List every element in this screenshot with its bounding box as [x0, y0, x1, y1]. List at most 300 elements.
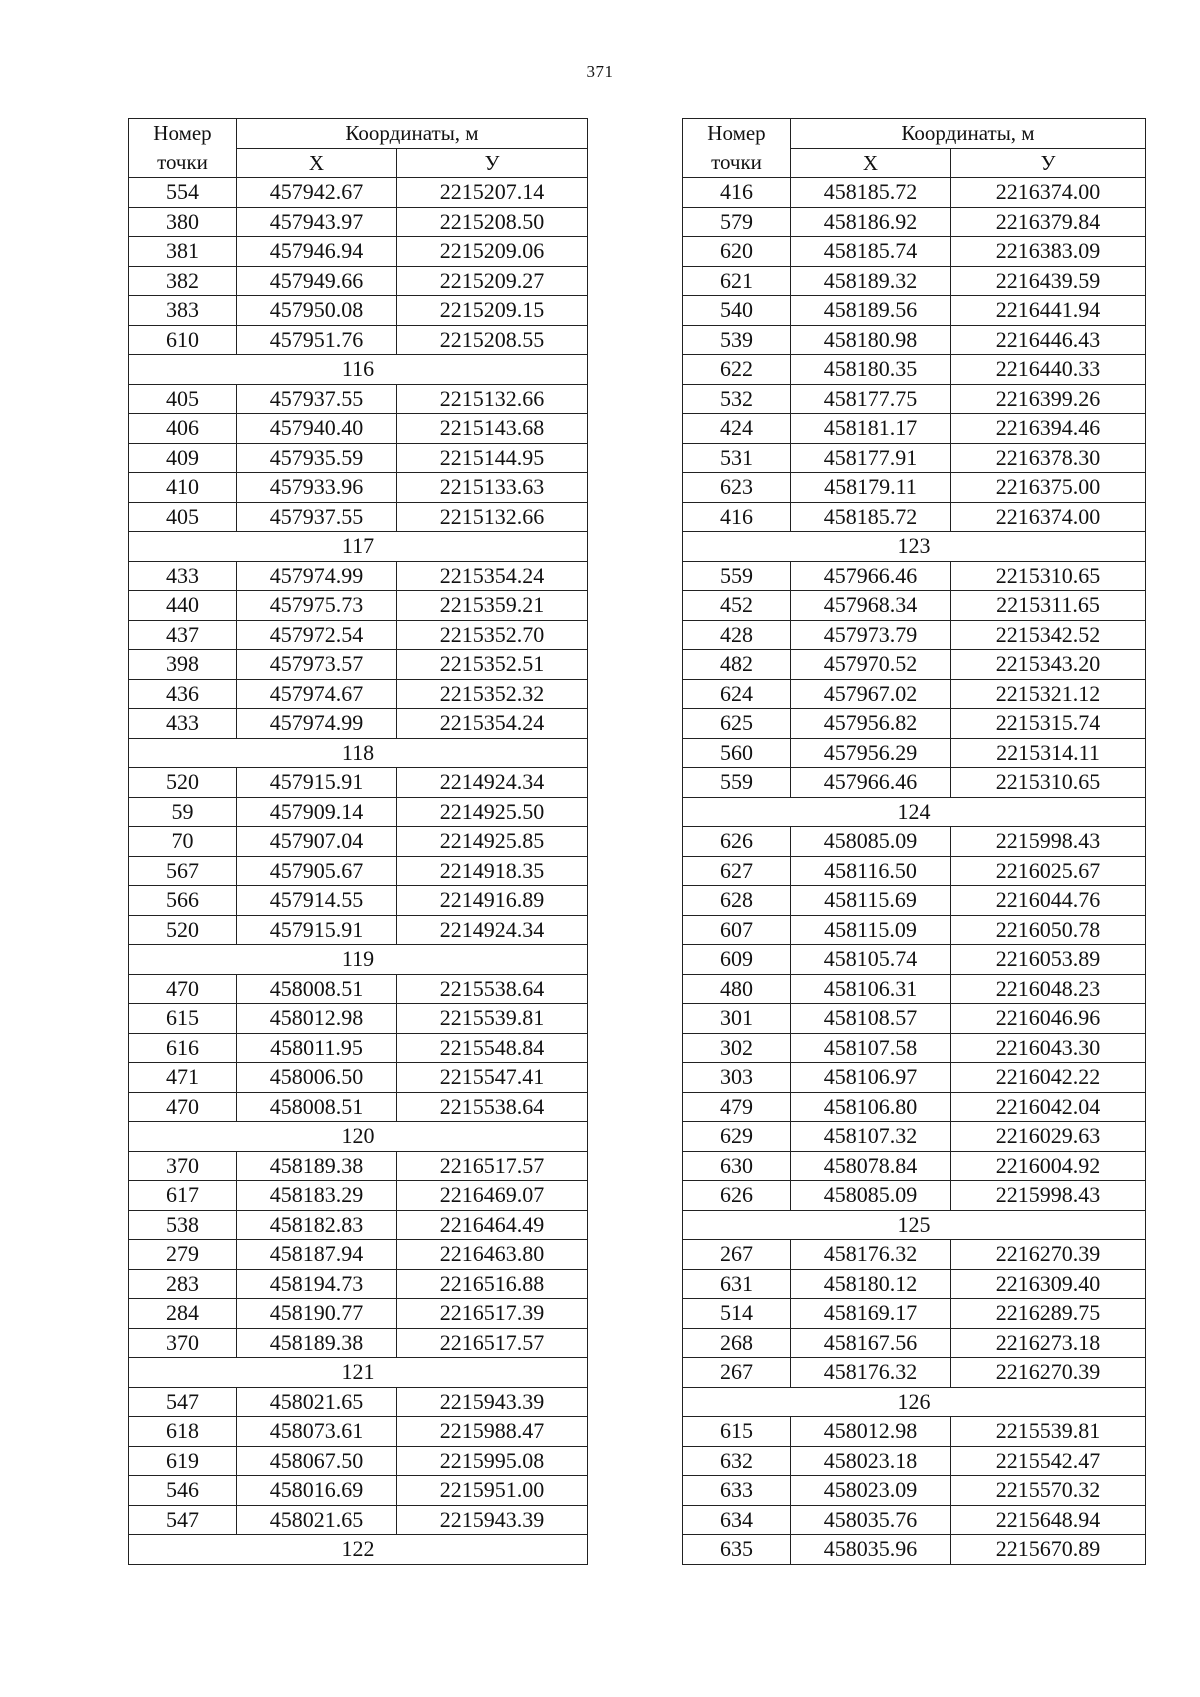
point-number-cell: 619: [129, 1446, 237, 1476]
table-row: [129, 1387, 588, 1417]
x-coordinate-cell: 458011.95: [237, 1033, 397, 1063]
table-row: [683, 384, 1146, 414]
table-row: [683, 266, 1146, 296]
x-coordinate-cell: 457943.97: [237, 207, 397, 237]
table-row: [129, 1328, 588, 1358]
section-row: [129, 1535, 588, 1565]
x-coordinate-cell: 457966.46: [791, 768, 951, 798]
table-row: [683, 827, 1146, 857]
point-number-cell: 546: [129, 1476, 237, 1506]
point-number-cell: 560: [683, 738, 791, 768]
table-row: [129, 473, 588, 503]
point-number-cell: 380: [129, 207, 237, 237]
table-row: [683, 1181, 1146, 1211]
x-coordinate-cell: 458180.12: [791, 1269, 951, 1299]
y-coordinate-cell: 2216042.04: [951, 1092, 1146, 1122]
y-coordinate-cell: 2215315.74: [951, 709, 1146, 739]
point-number-cell: 433: [129, 561, 237, 591]
y-coordinate-cell: 2215310.65: [951, 561, 1146, 591]
y-coordinate-cell: 2216374.00: [951, 502, 1146, 532]
section-number: 119: [129, 945, 588, 975]
section-row: [129, 738, 588, 768]
y-coordinate-cell: 2216379.84: [951, 207, 1146, 237]
y-coordinate-cell: 2216309.40: [951, 1269, 1146, 1299]
table-row: [683, 1092, 1146, 1122]
table-row: [129, 650, 588, 680]
table-row: [129, 856, 588, 886]
coordinates-header: Координаты, м: [237, 119, 588, 149]
y-coordinate-cell: 2215354.24: [397, 561, 588, 591]
x-coordinate-cell: 458182.83: [237, 1210, 397, 1240]
x-coordinate-cell: 457975.73: [237, 591, 397, 621]
point-number-cell: 383: [129, 296, 237, 326]
table-body: [683, 178, 1146, 1565]
x-coordinate-cell: 457940.40: [237, 414, 397, 444]
section-number: 125: [683, 1210, 1146, 1240]
section-row: [129, 945, 588, 975]
point-number-cell: 428: [683, 620, 791, 650]
point-number-cell: 629: [683, 1122, 791, 1152]
point-number-cell: 416: [683, 502, 791, 532]
point-number-cell: 630: [683, 1151, 791, 1181]
point-number-cell: 618: [129, 1417, 237, 1447]
x-coordinate-cell: 458179.11: [791, 473, 951, 503]
y-column-header: У: [397, 148, 588, 178]
point-number-cell: 440: [129, 591, 237, 621]
table-row: [683, 1269, 1146, 1299]
x-coordinate-cell: 458078.84: [791, 1151, 951, 1181]
point-number-cell: 615: [129, 1004, 237, 1034]
x-coordinate-cell: 458012.98: [791, 1417, 951, 1447]
y-coordinate-cell: 2215143.68: [397, 414, 588, 444]
point-number-cell: 381: [129, 237, 237, 267]
point-number-cell: 633: [683, 1476, 791, 1506]
x-coordinate-cell: 457967.02: [791, 679, 951, 709]
table-row: [683, 207, 1146, 237]
x-coordinate-cell: 458035.76: [791, 1505, 951, 1535]
x-coordinate-cell: 458189.56: [791, 296, 951, 326]
y-coordinate-cell: 2216044.76: [951, 886, 1146, 916]
y-coordinate-cell: 2215542.47: [951, 1446, 1146, 1476]
point-number-cell: 531: [683, 443, 791, 473]
x-coordinate-cell: 458176.32: [791, 1240, 951, 1270]
x-coordinate-cell: 458023.18: [791, 1446, 951, 1476]
x-coordinate-cell: 457937.55: [237, 384, 397, 414]
table-row: [129, 709, 588, 739]
table-row: [683, 473, 1146, 503]
table-row: [129, 1417, 588, 1447]
y-coordinate-cell: 2216375.00: [951, 473, 1146, 503]
x-coordinate-cell: 458183.29: [237, 1181, 397, 1211]
table-row: [683, 1417, 1146, 1447]
table-row: [683, 414, 1146, 444]
y-coordinate-cell: 2214924.34: [397, 768, 588, 798]
y-coordinate-cell: 2216517.57: [397, 1328, 588, 1358]
x-coordinate-cell: 458012.98: [237, 1004, 397, 1034]
point-number-cell: 538: [129, 1210, 237, 1240]
table-row: [683, 325, 1146, 355]
table-row: [683, 502, 1146, 532]
point-number-cell: 635: [683, 1535, 791, 1565]
section-number: 124: [683, 797, 1146, 827]
point-number-cell: 627: [683, 856, 791, 886]
y-coordinate-cell: 2215570.32: [951, 1476, 1146, 1506]
point-number-cell: 482: [683, 650, 791, 680]
point-number-cell: 470: [129, 1092, 237, 1122]
x-coordinate-cell: 458180.35: [791, 355, 951, 385]
y-coordinate-cell: 2214918.35: [397, 856, 588, 886]
x-coordinate-cell: 457937.55: [237, 502, 397, 532]
section-row: [683, 1387, 1146, 1417]
y-coordinate-cell: 2216043.30: [951, 1033, 1146, 1063]
table-row: [683, 1063, 1146, 1093]
table-row: [683, 355, 1146, 385]
y-coordinate-cell: 2215538.64: [397, 974, 588, 1004]
table-row: [129, 237, 588, 267]
y-coordinate-cell: 2215209.15: [397, 296, 588, 326]
x-coordinate-cell: 457942.67: [237, 178, 397, 208]
point-number-cell: 567: [129, 856, 237, 886]
y-coordinate-cell: 2216399.26: [951, 384, 1146, 414]
point-number-cell: 514: [683, 1299, 791, 1329]
x-coordinate-cell: 458008.51: [237, 1092, 397, 1122]
point-number-cell: 520: [129, 915, 237, 945]
y-coordinate-cell: 2216464.49: [397, 1210, 588, 1240]
point-number-cell: 416: [683, 178, 791, 208]
y-coordinate-cell: 2215310.65: [951, 768, 1146, 798]
point-number-cell: 559: [683, 768, 791, 798]
point-number-cell: 607: [683, 915, 791, 945]
x-coordinate-cell: 457968.34: [791, 591, 951, 621]
table-row: [129, 325, 588, 355]
x-coordinate-cell: 458067.50: [237, 1446, 397, 1476]
table-row: [129, 620, 588, 650]
y-coordinate-cell: 2216439.59: [951, 266, 1146, 296]
y-coordinate-cell: 2215988.47: [397, 1417, 588, 1447]
y-coordinate-cell: 2216440.33: [951, 355, 1146, 385]
point-number-cell: 480: [683, 974, 791, 1004]
x-coordinate-cell: 457973.79: [791, 620, 951, 650]
x-coordinate-cell: 458169.17: [791, 1299, 951, 1329]
x-column-header: X: [791, 148, 951, 178]
point-number-cell: 470: [129, 974, 237, 1004]
x-coordinate-cell: 458106.80: [791, 1092, 951, 1122]
coordinates-table-left: [128, 118, 588, 1565]
x-coordinate-cell: 458115.09: [791, 915, 951, 945]
table-row: [129, 502, 588, 532]
y-coordinate-cell: 2215670.89: [951, 1535, 1146, 1565]
table-row: [129, 1033, 588, 1063]
y-coordinate-cell: 2216463.80: [397, 1240, 588, 1270]
table-row: [129, 915, 588, 945]
table-row: [683, 679, 1146, 709]
table-row: [683, 296, 1146, 326]
page-number: 371: [586, 62, 614, 81]
y-coordinate-cell: 2215352.32: [397, 679, 588, 709]
y-coordinate-cell: 2216517.57: [397, 1151, 588, 1181]
x-coordinate-cell: 458023.09: [791, 1476, 951, 1506]
x-coordinate-cell: 458021.65: [237, 1387, 397, 1417]
table-row: [129, 1210, 588, 1240]
x-coordinate-cell: 458186.92: [791, 207, 951, 237]
y-coordinate-cell: 2216046.96: [951, 1004, 1146, 1034]
point-number-cell: 424: [683, 414, 791, 444]
x-coordinate-cell: 458189.38: [237, 1151, 397, 1181]
point-number-cell: 628: [683, 886, 791, 916]
y-coordinate-cell: 2214925.50: [397, 797, 588, 827]
y-coordinate-cell: 2215208.50: [397, 207, 588, 237]
table-row: [683, 1033, 1146, 1063]
coordinates-header: Координаты, м: [791, 119, 1146, 149]
x-coordinate-cell: 458181.17: [791, 414, 951, 444]
y-coordinate-cell: 2216048.23: [951, 974, 1146, 1004]
y-coordinate-cell: 2216289.75: [951, 1299, 1146, 1329]
x-coordinate-cell: 457972.54: [237, 620, 397, 650]
table-header: [129, 119, 588, 178]
table-row: [683, 768, 1146, 798]
point-number-cell: 406: [129, 414, 237, 444]
x-coordinate-cell: 458085.09: [791, 1181, 951, 1211]
y-coordinate-cell: 2216050.78: [951, 915, 1146, 945]
point-number-cell: 405: [129, 384, 237, 414]
point-number-cell: 303: [683, 1063, 791, 1093]
table-row: [129, 414, 588, 444]
y-coordinate-cell: 2215359.21: [397, 591, 588, 621]
point-number-cell: 437: [129, 620, 237, 650]
y-coordinate-cell: 2215342.52: [951, 620, 1146, 650]
y-coordinate-cell: 2214916.89: [397, 886, 588, 916]
point-number-cell: 433: [129, 709, 237, 739]
table-row: [129, 1004, 588, 1034]
y-coordinate-cell: 2216029.63: [951, 1122, 1146, 1152]
table-row: [683, 738, 1146, 768]
table-row: [129, 679, 588, 709]
x-coordinate-cell: 457973.57: [237, 650, 397, 680]
x-coordinate-cell: 458177.75: [791, 384, 951, 414]
table-row: [683, 1358, 1146, 1388]
table-row: [129, 591, 588, 621]
point-number-cell: 532: [683, 384, 791, 414]
x-coordinate-cell: 457914.55: [237, 886, 397, 916]
table-row: [129, 1181, 588, 1211]
table-row: [129, 207, 588, 237]
section-number: 121: [129, 1358, 588, 1388]
point-number-cell: 634: [683, 1505, 791, 1535]
x-coordinate-cell: 458185.72: [791, 178, 951, 208]
section-row: [683, 532, 1146, 562]
table-row: [683, 650, 1146, 680]
table-row: [683, 178, 1146, 208]
point-number-cell: 632: [683, 1446, 791, 1476]
y-coordinate-cell: 2215538.64: [397, 1092, 588, 1122]
x-coordinate-cell: 457956.29: [791, 738, 951, 768]
y-coordinate-cell: 2215352.70: [397, 620, 588, 650]
section-row: [683, 797, 1146, 827]
y-coordinate-cell: 2215995.08: [397, 1446, 588, 1476]
point-number-cell: 631: [683, 1269, 791, 1299]
point-number-cell: 267: [683, 1240, 791, 1270]
x-coordinate-cell: 458190.77: [237, 1299, 397, 1329]
point-number-cell: 267: [683, 1358, 791, 1388]
point-number-cell: 284: [129, 1299, 237, 1329]
point-number-cell: 621: [683, 266, 791, 296]
y-coordinate-cell: 2216025.67: [951, 856, 1146, 886]
table-row: [683, 237, 1146, 267]
point-number-cell: 471: [129, 1063, 237, 1093]
y-coordinate-cell: 2215943.39: [397, 1505, 588, 1535]
x-coordinate-cell: 457933.96: [237, 473, 397, 503]
table-row: [129, 1240, 588, 1270]
point-number-cell: 559: [683, 561, 791, 591]
x-coordinate-cell: 458194.73: [237, 1269, 397, 1299]
point-number-cell: 301: [683, 1004, 791, 1034]
table-row: [683, 709, 1146, 739]
point-number-cell: 579: [683, 207, 791, 237]
section-number: 122: [129, 1535, 588, 1565]
y-coordinate-cell: 2215352.51: [397, 650, 588, 680]
section-row: [683, 1210, 1146, 1240]
y-coordinate-cell: 2215998.43: [951, 827, 1146, 857]
point-number-cell: 382: [129, 266, 237, 296]
section-number: 126: [683, 1387, 1146, 1417]
x-coordinate-cell: 458107.32: [791, 1122, 951, 1152]
x-coordinate-cell: 458176.32: [791, 1358, 951, 1388]
x-coordinate-cell: 458177.91: [791, 443, 951, 473]
x-coordinate-cell: 458085.09: [791, 827, 951, 857]
y-coordinate-cell: 2216516.88: [397, 1269, 588, 1299]
y-coordinate-cell: 2215539.81: [397, 1004, 588, 1034]
x-coordinate-cell: 458108.57: [791, 1004, 951, 1034]
x-coordinate-cell: 458185.74: [791, 237, 951, 267]
table-row: [129, 1092, 588, 1122]
table-header: [683, 119, 1146, 178]
table-row: [129, 1299, 588, 1329]
point-number-cell: 398: [129, 650, 237, 680]
y-coordinate-cell: 2216394.46: [951, 414, 1146, 444]
x-coordinate-cell: 458021.65: [237, 1505, 397, 1535]
table-row: [129, 1063, 588, 1093]
x-coordinate-cell: 458016.69: [237, 1476, 397, 1506]
table-row: [683, 1122, 1146, 1152]
y-coordinate-cell: 2215314.11: [951, 738, 1146, 768]
y-coordinate-cell: 2216446.43: [951, 325, 1146, 355]
x-coordinate-cell: 458035.96: [791, 1535, 951, 1565]
y-coordinate-cell: 2216517.39: [397, 1299, 588, 1329]
y-coordinate-cell: 2215144.95: [397, 443, 588, 473]
x-coordinate-cell: 458115.69: [791, 886, 951, 916]
x-coordinate-cell: 458189.38: [237, 1328, 397, 1358]
x-coordinate-cell: 458187.94: [237, 1240, 397, 1270]
table-row: [129, 1446, 588, 1476]
point-number-cell: 436: [129, 679, 237, 709]
point-number-cell: 617: [129, 1181, 237, 1211]
x-coordinate-cell: 457935.59: [237, 443, 397, 473]
y-coordinate-cell: 2215998.43: [951, 1181, 1146, 1211]
point-number-cell: 409: [129, 443, 237, 473]
x-coordinate-cell: 458189.32: [791, 266, 951, 296]
x-coordinate-cell: 458107.58: [791, 1033, 951, 1063]
point-number-cell: 626: [683, 1181, 791, 1211]
x-coordinate-cell: 457909.14: [237, 797, 397, 827]
table-row: [129, 178, 588, 208]
point-number-cell: 554: [129, 178, 237, 208]
x-coordinate-cell: 458106.31: [791, 974, 951, 1004]
x-coordinate-cell: 457915.91: [237, 915, 397, 945]
table-row: [683, 886, 1146, 916]
section-number: 117: [129, 532, 588, 562]
point-number-cell: 622: [683, 355, 791, 385]
y-coordinate-cell: 2214924.34: [397, 915, 588, 945]
table-row: [683, 1299, 1146, 1329]
x-coordinate-cell: 457974.67: [237, 679, 397, 709]
y-coordinate-cell: 2215133.63: [397, 473, 588, 503]
x-coordinate-cell: 457950.08: [237, 296, 397, 326]
table-row: [683, 1240, 1146, 1270]
y-coordinate-cell: 2216378.30: [951, 443, 1146, 473]
section-number: 116: [129, 355, 588, 385]
table-row: [129, 827, 588, 857]
y-coordinate-cell: 2215539.81: [951, 1417, 1146, 1447]
point-number-header-bottom: точки: [683, 148, 791, 178]
section-row: [129, 355, 588, 385]
point-number-cell: 279: [129, 1240, 237, 1270]
section-number: 120: [129, 1122, 588, 1152]
table-row: [683, 974, 1146, 1004]
table-row: [683, 1476, 1146, 1506]
table-row: [129, 384, 588, 414]
point-number-cell: 547: [129, 1505, 237, 1535]
table-row: [129, 1505, 588, 1535]
table-row: [683, 591, 1146, 621]
point-number-cell: 370: [129, 1328, 237, 1358]
y-coordinate-cell: 2216004.92: [951, 1151, 1146, 1181]
point-number-cell: 620: [683, 237, 791, 267]
y-coordinate-cell: 2216053.89: [951, 945, 1146, 975]
x-coordinate-cell: 457946.94: [237, 237, 397, 267]
point-number-cell: 566: [129, 886, 237, 916]
x-coordinate-cell: 458106.97: [791, 1063, 951, 1093]
y-coordinate-cell: 2216374.00: [951, 178, 1146, 208]
y-coordinate-cell: 2215311.65: [951, 591, 1146, 621]
point-number-cell: 268: [683, 1328, 791, 1358]
point-number-cell: 70: [129, 827, 237, 857]
y-coordinate-cell: 2215648.94: [951, 1505, 1146, 1535]
x-coordinate-cell: 457951.76: [237, 325, 397, 355]
table-row: [129, 768, 588, 798]
table-row: [683, 915, 1146, 945]
section-row: [129, 1358, 588, 1388]
section-number: 118: [129, 738, 588, 768]
y-coordinate-cell: 2215548.84: [397, 1033, 588, 1063]
coordinates-table-right: [682, 118, 1146, 1565]
table-row: [129, 296, 588, 326]
point-number-cell: 547: [129, 1387, 237, 1417]
x-coordinate-cell: 458180.98: [791, 325, 951, 355]
y-coordinate-cell: 2215208.55: [397, 325, 588, 355]
point-number-header-bottom: точки: [129, 148, 237, 178]
x-coordinate-cell: 457956.82: [791, 709, 951, 739]
x-column-header: X: [237, 148, 397, 178]
point-number-header-top: Номер: [683, 119, 791, 149]
section-number: 123: [683, 532, 1146, 562]
table-row: [683, 1328, 1146, 1358]
table-row: [129, 443, 588, 473]
x-coordinate-cell: 458008.51: [237, 974, 397, 1004]
table-row: [683, 1446, 1146, 1476]
x-coordinate-cell: 457907.04: [237, 827, 397, 857]
point-number-cell: 410: [129, 473, 237, 503]
point-number-cell: 479: [683, 1092, 791, 1122]
